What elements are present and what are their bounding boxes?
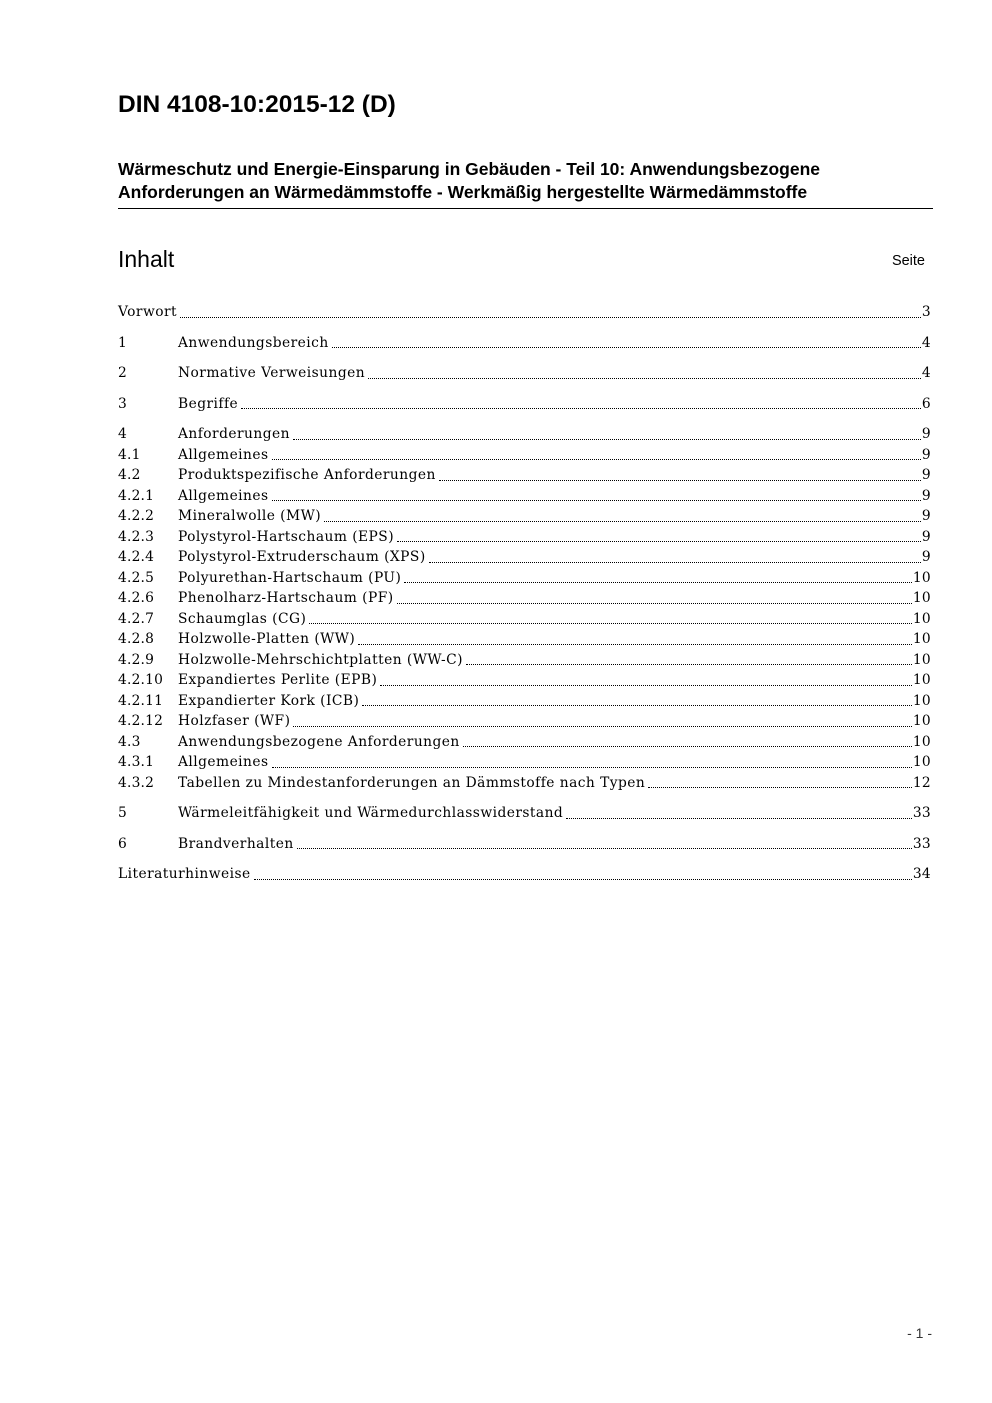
toc-entry-title: Polystyrol-Extruderschaum (XPS) (178, 549, 426, 565)
toc-entry[interactable] (118, 506, 931, 527)
toc-entry[interactable] (118, 302, 931, 323)
toc-entry-page: 10 (912, 672, 931, 688)
toc-entry-number: 4 (118, 426, 127, 442)
toc-entry-page: 9 (921, 467, 931, 483)
toc-entry-page: 9 (921, 508, 931, 524)
toc-entry[interactable] (118, 803, 931, 824)
toc-entry-page: 9 (921, 426, 931, 442)
toc-leader-dots (272, 458, 921, 460)
toc-entry[interactable] (118, 752, 931, 773)
toc-entry-title: Mineralwolle (MW) (178, 508, 322, 524)
toc-entry-page: 4 (921, 365, 931, 381)
toc-entry[interactable] (118, 568, 931, 589)
toc-leader-dots (309, 622, 912, 624)
toc-entry-title: Normative Verweisungen (178, 365, 366, 381)
toc-page-column-label: Seite (891, 253, 925, 269)
toc-entry-title: Vorwort (118, 304, 178, 320)
toc-entry-page: 33 (912, 805, 931, 821)
toc-entry-page: 33 (912, 835, 931, 852)
toc-leader-dots (429, 561, 921, 563)
toc-entry[interactable] (118, 424, 931, 445)
toc-entry-page: 10 (912, 590, 931, 606)
page-number: - 1 - (907, 1325, 932, 1341)
toc-entry-page: 9 (921, 446, 931, 463)
toc-entry-title: Anwendungsbereich (178, 334, 329, 351)
toc-entry[interactable] (118, 363, 931, 384)
toc-entry-page: 9 (921, 549, 931, 565)
toc-entry-page: 10 (912, 610, 931, 627)
toc-leader-dots (368, 377, 921, 379)
toc-entry[interactable] (118, 670, 931, 691)
toc-entry[interactable] (118, 547, 931, 568)
toc-entry-number: 4.3 (118, 733, 141, 750)
toc-leader-dots (463, 745, 912, 747)
toc-entry[interactable] (118, 333, 931, 354)
toc-leader-dots (466, 663, 912, 665)
toc-heading: Inhalt (118, 246, 175, 272)
toc-entry-title: Produktspezifische Anforderungen (178, 467, 436, 483)
toc-entry-title: Holzwolle-Platten (WW) (178, 631, 356, 647)
toc-entry-title: Holzwolle-Mehrschichtplatten (WW-C) (178, 651, 463, 668)
toc-leader-dots (332, 346, 921, 348)
toc-leader-dots (397, 540, 921, 542)
toc-entry-page: 9 (921, 487, 931, 504)
toc-entry-title: Polystyrol-Hartschaum (EPS) (178, 528, 395, 545)
toc-entry-page: 34 (912, 866, 931, 882)
toc-entry-page: 4 (921, 334, 931, 351)
table-of-contents (118, 302, 931, 885)
toc-entry-title: Polyurethan-Hartschaum (PU) (178, 569, 402, 586)
toc-entry[interactable] (118, 445, 931, 466)
toc-entry-title: Literaturhinweise (118, 866, 251, 882)
toc-entry[interactable] (118, 711, 931, 732)
toc-leader-dots (293, 438, 921, 440)
toc-entry-title: Allgemeines (178, 487, 269, 504)
toc-entry-page: 9 (921, 528, 931, 545)
toc-entry-number: 4.2.11 (118, 692, 164, 709)
toc-entry-page: 10 (912, 733, 931, 750)
toc-entry-page: 10 (912, 754, 931, 770)
toc-leader-dots (324, 520, 921, 522)
toc-entry-number: 4.3.2 (118, 774, 155, 791)
toc-entry[interactable] (118, 588, 931, 609)
toc-entry-number: 4.2.7 (118, 610, 155, 627)
toc-leader-dots (358, 643, 912, 645)
toc-entry-number: 4.2.4 (118, 549, 155, 565)
toc-entry-title: Schaumglas (CG) (178, 610, 307, 627)
toc-entry-title: Anwendungsbezogene Anforderungen (178, 733, 460, 750)
toc-entry-title: Expandiertes Perlite (EPB) (178, 672, 378, 688)
toc-entry[interactable] (118, 834, 931, 855)
document-id: DIN 4108-10:2015-12 (D) (118, 91, 396, 118)
toc-entry[interactable] (118, 864, 931, 885)
toc-entry-number: 4.2.1 (118, 487, 155, 504)
toc-entry[interactable] (118, 465, 931, 486)
toc-entry[interactable] (118, 394, 931, 415)
toc-entry[interactable] (118, 650, 931, 671)
toc-leader-dots (439, 479, 921, 481)
toc-leader-dots (380, 684, 912, 686)
toc-entry-page: 3 (921, 304, 931, 320)
toc-entry-page: 10 (912, 651, 931, 668)
toc-entry-number: 4.3.1 (118, 754, 155, 770)
toc-entry-title: Allgemeines (178, 446, 269, 463)
toc-entry-number: 4.2.8 (118, 631, 155, 647)
toc-entry-title: Anforderungen (178, 426, 290, 442)
toc-entry-title: Expandierter Kork (ICB) (178, 692, 360, 709)
document-title (118, 158, 933, 209)
toc-entry[interactable] (118, 527, 931, 548)
toc-entry[interactable] (118, 609, 931, 630)
toc-entry-number: 4.2.10 (118, 672, 164, 688)
toc-entry-page: 6 (921, 395, 931, 412)
toc-entry-number: 4.2.6 (118, 590, 155, 606)
toc-entry[interactable] (118, 486, 931, 507)
toc-entry-number: 4.2.3 (118, 528, 155, 545)
toc-leader-dots (297, 847, 912, 849)
toc-leader-dots (180, 316, 921, 318)
toc-leader-dots (272, 499, 921, 501)
toc-entry-page: 10 (912, 692, 931, 709)
toc-entry-title: Phenolharz-Hartschaum (PF) (178, 590, 394, 606)
toc-entry-title: Brandverhalten (178, 835, 294, 852)
toc-entry-page: 10 (912, 713, 931, 729)
toc-entry-title: Wärmeleitfähigkeit und Wärmedurchlasswiderstand (178, 805, 564, 821)
toc-leader-dots (566, 817, 912, 819)
toc-entry-page: 12 (912, 774, 931, 791)
toc-entry[interactable] (118, 732, 931, 753)
toc-leader-dots (362, 704, 912, 706)
toc-leader-dots (397, 602, 912, 604)
toc-entry-page: 10 (912, 569, 931, 586)
toc-leader-dots (404, 581, 912, 583)
toc-leader-dots (241, 407, 921, 409)
toc-entry-number: 1 (118, 334, 127, 351)
toc-entry[interactable] (118, 773, 931, 794)
toc-leader-dots (648, 786, 912, 788)
document-title-line-1: Wärmeschutz und Energie-Einsparung in Gebäuden - Teil 10: Anwendungsbezogene (118, 159, 821, 179)
toc-entry-number: 4.1 (118, 446, 141, 463)
toc-entry-number: 4.2.12 (118, 713, 164, 729)
toc-entry-number: 4.2 (118, 467, 141, 483)
toc-entry-title: Begriffe (178, 395, 239, 412)
document-title-line-2: Anforderungen an Wärmedämmstoffe - Werkmäßig hergestellte Wärmedämmstoffe (118, 182, 808, 202)
toc-leader-dots (293, 725, 911, 727)
toc-entry[interactable] (118, 629, 931, 650)
toc-entry-page: 10 (912, 631, 931, 647)
toc-entry-number: 4.2.2 (118, 508, 155, 524)
toc-entry-number: 6 (118, 835, 127, 852)
toc-leader-dots (272, 766, 912, 768)
toc-entry-number: 4.2.9 (118, 651, 155, 668)
toc-leader-dots (254, 878, 912, 880)
toc-entry-title: Allgemeines (178, 754, 269, 770)
toc-entry-title: Tabellen zu Mindestanforderungen an Dämmstoffe nach Typen (178, 774, 646, 791)
toc-entry-number: 3 (118, 395, 127, 412)
toc-entry-number: 5 (118, 805, 127, 821)
toc-entry-number: 2 (118, 365, 127, 381)
toc-entry[interactable] (118, 691, 931, 712)
toc-entry-number: 4.2.5 (118, 569, 155, 586)
toc-entry-title: Holzfaser (WF) (178, 713, 291, 729)
